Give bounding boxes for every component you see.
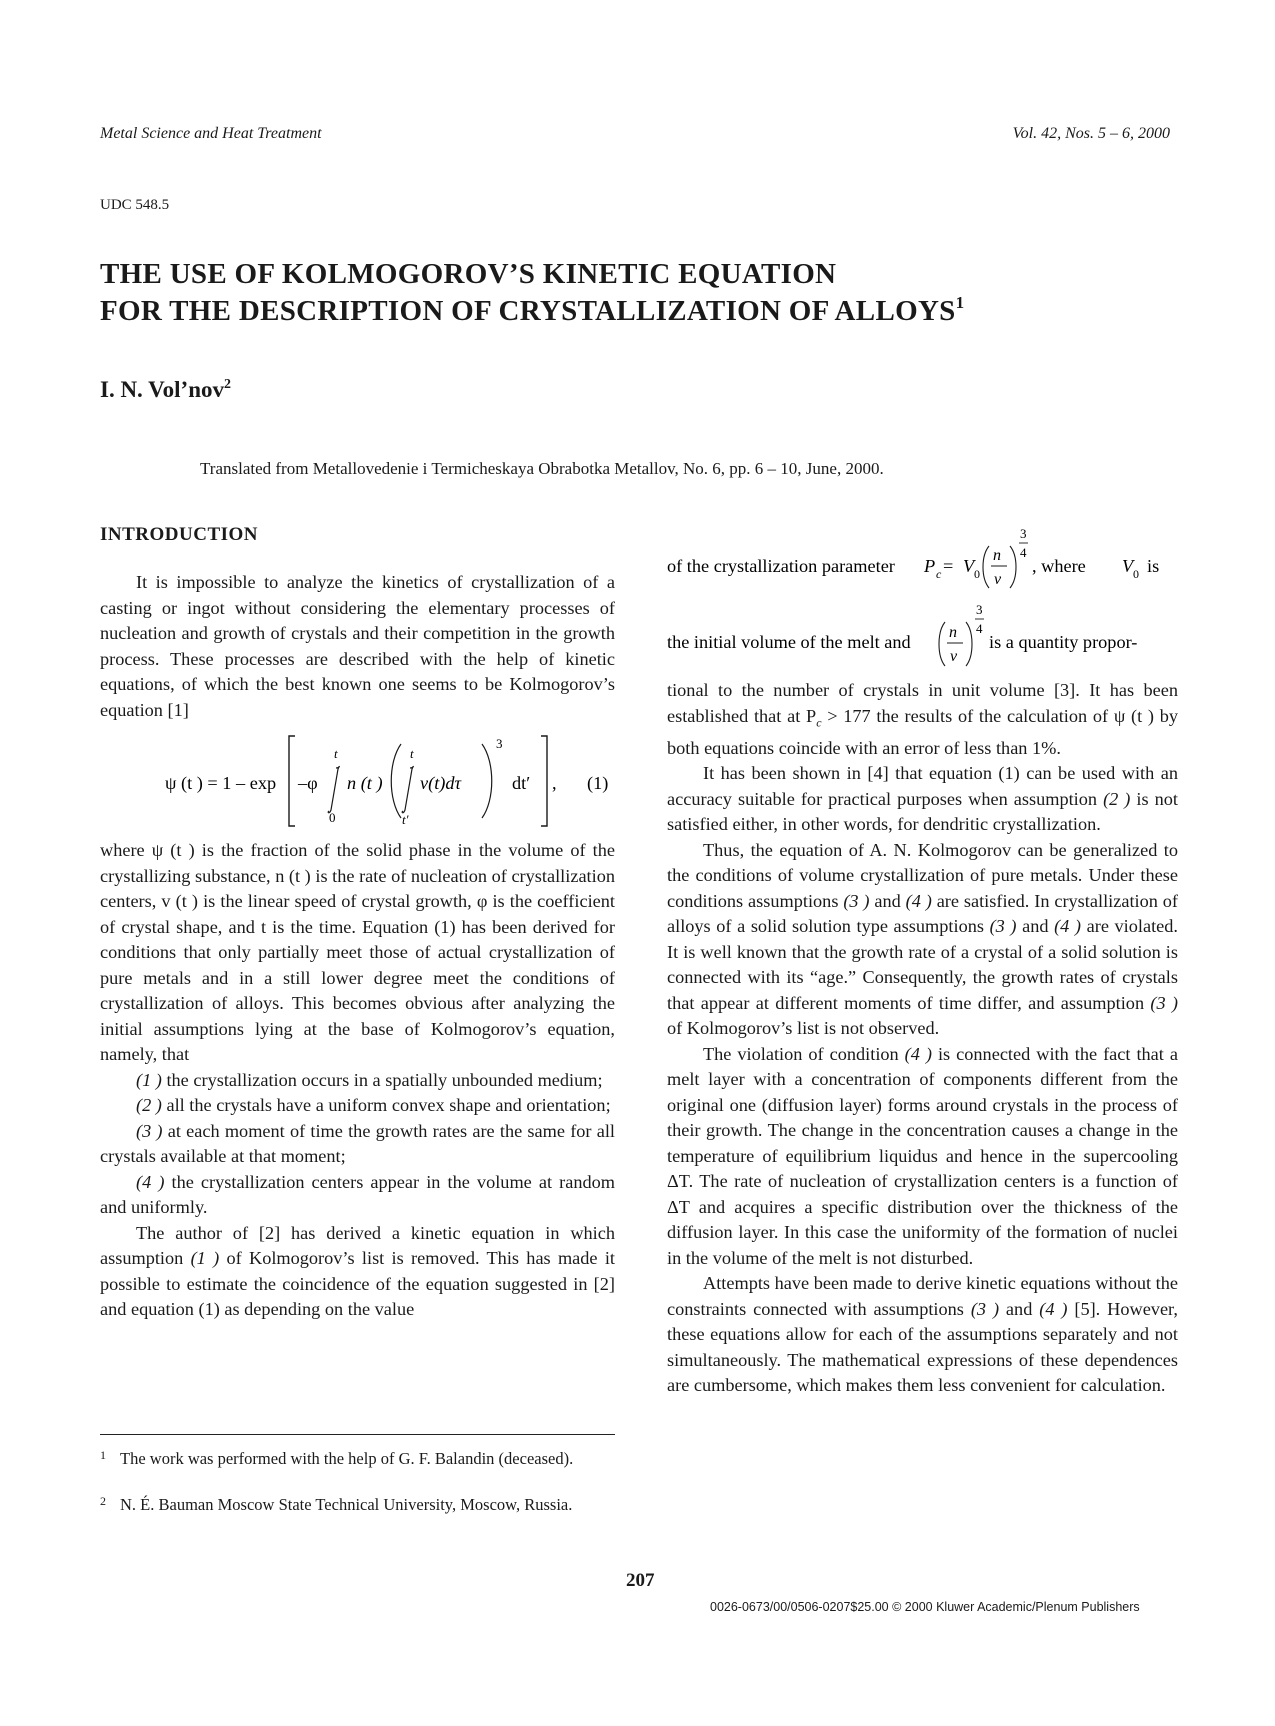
- page-number: 207: [626, 1570, 655, 1591]
- equation-1: [100, 722, 615, 832]
- text-run: tional to the number of crystals in unit volume [3]. It has been established that at P: [667, 680, 1178, 726]
- parameter-formula: [667, 524, 1178, 594]
- left-paren: [939, 622, 945, 666]
- text-run: the initial volume of the melt and: [667, 632, 911, 652]
- section-heading: INTRODUCTION: [100, 524, 259, 545]
- text-run: Thus, the equation of A. N. Kolmogorov can be generalized to the conditions of volume crystallization of pure metals. Under these conditions assumptions: [667, 839, 1178, 911]
- text-run: The author of [2] has derived a kinetic equation in which assumption: [100, 1222, 615, 1268]
- assumption-ref: (3 ): [1150, 992, 1179, 1013]
- fraction-numerator: n: [993, 547, 1001, 564]
- left-bracket: [289, 736, 295, 826]
- title-line-2: [100, 293, 1100, 330]
- eq-upper-limit-inner: t: [410, 746, 414, 761]
- title-footnote-mark: 1: [955, 293, 965, 312]
- paragraph: It is impossible to analyze the kinetics of crystallization of a casting or ingot without considering the elementary processes of nucleation and growth of crystals and their competition in the growth process. These processes are described with the help of kinetic equations, of which the best known one seems to be Kolmogorov’s equation [1]: [100, 572, 615, 720]
- eq-minus-phi: –φ: [298, 773, 318, 793]
- equation-number: (1): [587, 773, 609, 793]
- symbol-v0: V: [1122, 556, 1134, 576]
- symbol-v0: V: [963, 556, 975, 576]
- text-run: is a quantity propor-: [989, 632, 1138, 652]
- fraction-denominator: v: [950, 648, 958, 665]
- melt-volume-formula: [667, 600, 1178, 672]
- eq-dt-prime: dt′: [512, 773, 531, 793]
- assumption-text: at each moment of time the growth rates are the same for all crystals available at that moment;: [100, 1120, 615, 1166]
- text-run: of Kolmogorov’s list is removed. This has made it possible to estimate the coincidence of the equation suggested in [2] and equation (1) as depending on the value: [100, 1248, 615, 1319]
- eq-upper-limit-outer: t: [334, 746, 338, 761]
- assumption-1: [100, 1068, 615, 1094]
- text-run: Attempts have been made to derive kinetic equations without the constraints connected with assumptions: [667, 1273, 1178, 1319]
- footnote-text: The work was performed with the help of G. F. Balandin (deceased).: [120, 1449, 574, 1468]
- footnote-1: [100, 1448, 615, 1470]
- text-run: are violated. It is well known that the growth rate of a crystal of a solid solution is connected with its “age.” Consequently, the growth rates of crystals that appear at different moments of time differ, and assumption: [667, 916, 1178, 1013]
- text-run: are satisfied. In crystallization of alloys of a solid solution type assumptions: [667, 890, 1178, 937]
- paragraph: where ψ (t ) is the fraction of the solid phase in the volume of the crystallizing substance, n (t ) is the rate of nucleation of crystallization centers, v (t ) is the linear speed of crystal growth, φ is the coefficient of crystal shape, and t is the time. Equation (1) has been derived for conditions that only partially meet those of actual crystallization of pure metals and in a still lower degree meet the conditions of crystallization of alloys. This becomes obvious after analyzing the initial assumptions lying at the base of Kolmogorov’s equation, namely, that: [100, 840, 615, 1064]
- assumption-ref: (3 ): [843, 890, 870, 911]
- assumption-number: (4 ): [136, 1171, 165, 1192]
- eq-lower-limit-inner: t′: [402, 812, 409, 827]
- assumption-ref: (2 ): [1103, 788, 1131, 809]
- right-bracket: [541, 736, 547, 826]
- fraction-denominator: v: [994, 571, 1002, 588]
- text-run: It has been shown in [4] that equation (1) can be used with an accuracy suitable for practical purposes when assumption: [667, 763, 1178, 809]
- title-line-1: THE USE OF KOLMOGOROV’S KINETIC EQUATION: [100, 258, 837, 290]
- assumption-ref: (3 ): [989, 916, 1017, 937]
- text-run: [5]. However, these equations allow for each of the assumptions separately and not simultaneously. The mathematical expressions of these dependences are cumbersome, which makes them less convenient for calculation.: [667, 1298, 1178, 1396]
- assumption-ref: (1 ): [190, 1248, 220, 1268]
- symbol-p-sub: c: [936, 567, 942, 581]
- eq-power: 3: [496, 736, 503, 751]
- assumption-text: the crystallization occurs in a spatially unbounded medium;: [161, 1069, 603, 1090]
- text-run: > 177 the results of the calculation of ψ (t ) by both equations coincide with an error of less than 1%.: [667, 705, 1178, 758]
- eq-lower-limit-outer: 0: [329, 810, 336, 825]
- text-run: and: [869, 890, 906, 911]
- eq-lhs: ψ (t ) = 1 – exp: [165, 773, 277, 793]
- text-run: is: [1147, 556, 1160, 576]
- eq-comma: ,: [552, 773, 557, 793]
- inner-integral: [402, 766, 413, 812]
- paragraph: [667, 761, 1178, 838]
- exponent-numerator: 3: [1020, 526, 1027, 541]
- title-line-2-text: FOR THE DESCRIPTION OF CRYSTALLIZATION OF ALLOYS: [100, 295, 956, 327]
- text-run: is not satisfied either, in other words, for dendritic crystallization.: [667, 788, 1179, 835]
- assumption-text: the crystallization centers appear in the volume at random and uniformly.: [100, 1171, 615, 1217]
- assumption-number: (2 ): [136, 1095, 162, 1115]
- assumption-4: [100, 1170, 615, 1221]
- author-name: [100, 377, 231, 403]
- outer-integral: [328, 766, 339, 812]
- eq-v-dtau: v(t)dτ: [420, 773, 462, 793]
- author-footnote-mark: 2: [223, 377, 231, 392]
- right-column-body: [667, 678, 1178, 1399]
- article-title: [100, 256, 1100, 330]
- assumption-2: [100, 1093, 615, 1119]
- translation-note: Translated from Metallovedenie i Termicheskaya Obrabotka Metallov, No. 6, pp. 6 – 10, June, 2000.: [200, 459, 884, 478]
- text-run: is connected with the fact that a melt layer with a concentration of components different from the original one (diffusion layer) forms around crystals in the process of their growth. The change in the concentration causes a change in the temperature of equilibrium liquidus and hence in the supercooling ΔT. The rate of nucleation of crystallization centers is a function of ΔT and acquires a specific distribution over the thickness of the diffusion layer. In this case the uniformity of the formation of nuclei in the volume of the melt is not disturbed.: [667, 1043, 1178, 1268]
- text-run: of Kolmogorov’s list is not observed.: [667, 1018, 940, 1039]
- footnote-2: [100, 1494, 615, 1516]
- paragraph: [667, 838, 1178, 1042]
- assumption-ref: (4 ): [904, 1043, 932, 1064]
- assumption-number: (1 ): [136, 1069, 162, 1090]
- equals-sign: =: [943, 556, 954, 576]
- journal-name: Metal Science and Heat Treatment: [100, 125, 322, 142]
- assumption-3: [100, 1119, 615, 1170]
- symbol-v0-sub: 0: [1133, 567, 1139, 581]
- assumption-ref: (4 ): [905, 890, 932, 911]
- assumption-ref: (3 ): [970, 1298, 1000, 1319]
- text-run: The violation of condition: [703, 1043, 905, 1064]
- exponent-numerator: 3: [976, 602, 983, 617]
- left-column-body: [100, 838, 615, 1323]
- exponent-denominator: 4: [976, 621, 983, 636]
- text-run: and: [999, 1298, 1040, 1319]
- udc-code: UDC 548.5: [100, 197, 170, 213]
- text-run: of the crystallization parameter: [667, 556, 895, 576]
- intro-paragraph: [100, 570, 615, 723]
- left-paren: [391, 744, 401, 818]
- equation-graphic: [100, 722, 615, 832]
- paragraph: [667, 678, 1178, 761]
- assumption-text: all the crystals have a uniform convex shape and orientation;: [161, 1095, 611, 1115]
- assumption-ref: (4 ): [1054, 916, 1082, 937]
- symbol-p: P: [924, 556, 936, 576]
- footnote-mark: 1: [100, 1448, 106, 1462]
- paragraph: [667, 1271, 1178, 1399]
- author-text: I. N. Vol’nov: [100, 377, 224, 402]
- melt-volume-line: [667, 600, 1178, 672]
- fraction-numerator: n: [949, 624, 957, 641]
- symbol-v0-sub: 0: [974, 567, 980, 581]
- footnote-mark: 2: [100, 1494, 106, 1508]
- paragraph: [667, 1042, 1178, 1272]
- paragraph: [100, 1221, 615, 1323]
- right-paren: [1010, 546, 1016, 588]
- text-run: and: [1016, 916, 1055, 937]
- assumption-number: (3 ): [136, 1120, 163, 1141]
- footnote-text: N. É. Bauman Moscow State Technical University, Moscow, Russia.: [120, 1495, 573, 1514]
- left-paren: [983, 546, 989, 588]
- subscript: c: [816, 715, 822, 730]
- right-paren: [482, 744, 492, 818]
- copyright-line: 0026-0673/00/0506-0207$25.00 © 2000 Kluwer Academic/Plenum Publishers: [710, 1600, 1140, 1614]
- exponent-denominator: 4: [1020, 545, 1027, 560]
- eq-n-of-t: n (t ): [347, 773, 383, 793]
- volume-info: Vol. 42, Nos. 5 – 6, 2000: [1012, 125, 1170, 142]
- text-run: , where: [1032, 556, 1086, 576]
- right-paren: [966, 622, 972, 666]
- assumption-ref: (4 ): [1039, 1298, 1068, 1319]
- footnote-rule: [100, 1434, 615, 1435]
- crystallization-parameter-line: [667, 524, 1178, 594]
